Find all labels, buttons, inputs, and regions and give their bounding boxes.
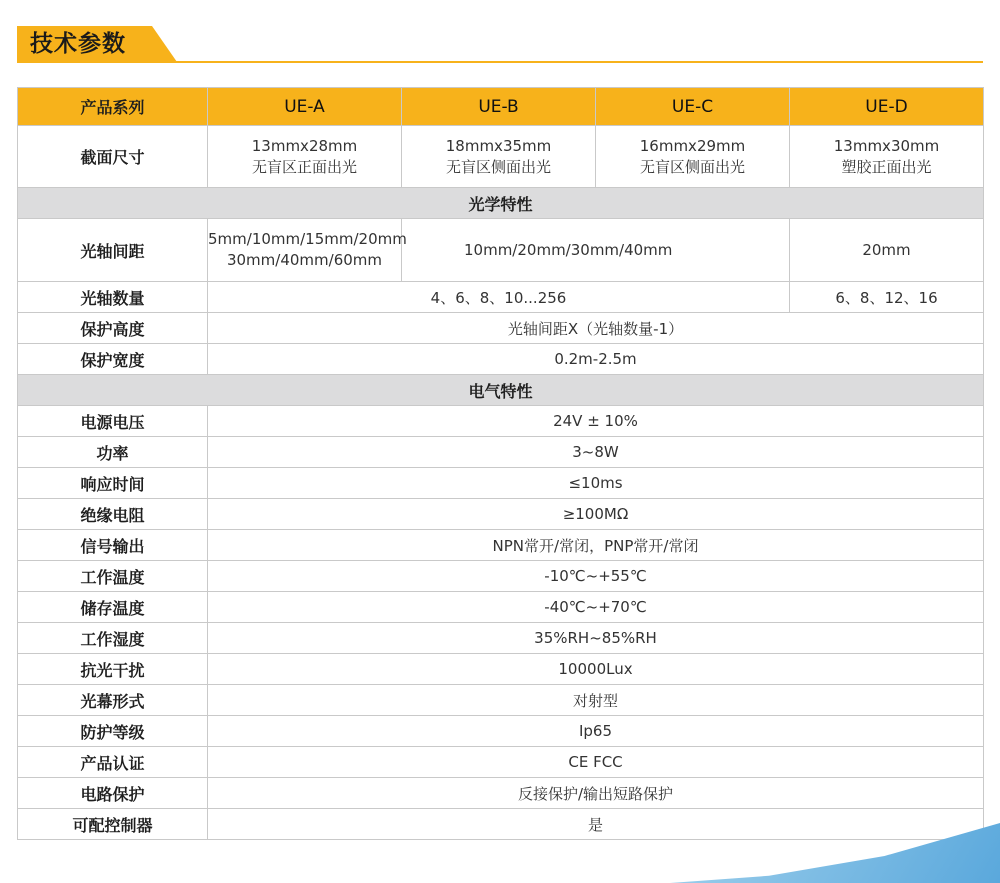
cell-line: 18mmx35mm: [445, 136, 552, 155]
table-row: [18, 623, 984, 654]
table-cell: 反接保护/输出短路保护: [208, 778, 984, 809]
cell-line: 16mmx29mm: [639, 136, 746, 155]
table-row: [18, 747, 984, 778]
table-row: [18, 592, 984, 623]
row-label: 储存温度: [18, 592, 208, 623]
model-ue-d: UE-D: [790, 88, 984, 126]
row-label: 工作湿度: [18, 623, 208, 654]
table-cell: [208, 219, 407, 282]
cell-line: 30mm/40mm/60mm: [226, 251, 383, 269]
table-cell: 4、6、8、10...256: [208, 282, 790, 313]
row-label: 防护等级: [18, 716, 208, 747]
row-label: 保护高度: [18, 313, 208, 344]
row-label: 信号输出: [18, 530, 208, 561]
table-row: [18, 437, 984, 468]
row-label: 光幕形式: [18, 685, 208, 716]
row-label: 响应时间: [18, 468, 208, 499]
table-row: [18, 344, 984, 375]
table-row: [18, 654, 984, 685]
table-row: [18, 778, 984, 809]
section-row-optical: [18, 188, 984, 219]
spec-table: [17, 87, 984, 840]
cell-line: 无盲区侧面出光: [639, 157, 745, 176]
row-label: 产品认证: [18, 747, 208, 778]
table-header-row: [18, 88, 984, 126]
section-title: 电气特性: [18, 375, 984, 406]
cell-line: 无盲区侧面出光: [445, 157, 551, 176]
row-label: 抗光干扰: [18, 654, 208, 685]
table-cell: 35%RH~85%RH: [208, 623, 984, 654]
table-cell: 3~8W: [208, 437, 984, 468]
cell-line: 5mm/10mm/15mm/20mm: [208, 230, 407, 248]
table-cell: NPN常开/常闭，PNP常开/常闭: [208, 530, 984, 561]
table-cell: 0.2m-2.5m: [208, 344, 984, 375]
row-label: 截面尺寸: [18, 126, 208, 188]
table-cell: ≤10ms: [208, 468, 984, 499]
cell-line: 13mmx28mm: [251, 136, 358, 155]
table-cell: ≥100MΩ: [208, 499, 984, 530]
table-cell: 是: [208, 809, 984, 840]
model-ue-a: UE-A: [208, 88, 402, 126]
section-row-electrical: [18, 375, 984, 406]
model-ue-c: UE-C: [596, 88, 790, 126]
table-row: [18, 219, 984, 282]
table-row: [18, 499, 984, 530]
table-cell: [208, 126, 402, 188]
table-row: [18, 406, 984, 437]
cell-line: 13mmx30mm: [833, 136, 940, 155]
table-cell: CE FCC: [208, 747, 984, 778]
model-ue-b: UE-B: [402, 88, 596, 126]
table-cell: [790, 126, 984, 188]
row-label: 可配控制器: [18, 809, 208, 840]
page-title: 技术参数: [30, 31, 126, 57]
table-row: [18, 313, 984, 344]
row-label: 工作温度: [18, 561, 208, 592]
table-row: [18, 809, 984, 840]
table-cell: 10mm/20mm/30mm/40mm: [402, 219, 790, 282]
cell-line: 塑胶正面出光: [841, 157, 932, 176]
row-label: 保护宽度: [18, 344, 208, 375]
table-cell: 光轴间距X（光轴数量-1）: [208, 313, 984, 344]
row-label: 绝缘电阻: [18, 499, 208, 530]
table-cell: [596, 126, 790, 188]
row-label: 电路保护: [18, 778, 208, 809]
table-row: [18, 126, 984, 188]
table-row: [18, 530, 984, 561]
cell-line: 无盲区正面出光: [251, 157, 357, 176]
table-cell: -10℃~+55℃: [208, 561, 984, 592]
row-label: 电源电压: [18, 406, 208, 437]
table-row: [18, 716, 984, 747]
table-cell: Ip65: [208, 716, 984, 747]
table-cell: [402, 126, 596, 188]
table-cell: -40℃~+70℃: [208, 592, 984, 623]
table-cell: 24V ± 10%: [208, 406, 984, 437]
table-row: [18, 685, 984, 716]
table-row: [18, 282, 984, 313]
table-row: [18, 468, 984, 499]
header-divider: [17, 61, 983, 63]
row-label: 光轴数量: [18, 282, 208, 313]
row-label: 光轴间距: [18, 219, 208, 282]
table-cell: 10000Lux: [208, 654, 984, 685]
table-cell: 20mm: [790, 219, 984, 282]
table-cell: 对射型: [208, 685, 984, 716]
row-label: 功率: [18, 437, 208, 468]
table-cell: 6、8、12、16: [790, 282, 984, 313]
table-row: [18, 561, 984, 592]
section-title: 光学特性: [18, 188, 984, 219]
row-label: 产品系列: [18, 88, 208, 126]
